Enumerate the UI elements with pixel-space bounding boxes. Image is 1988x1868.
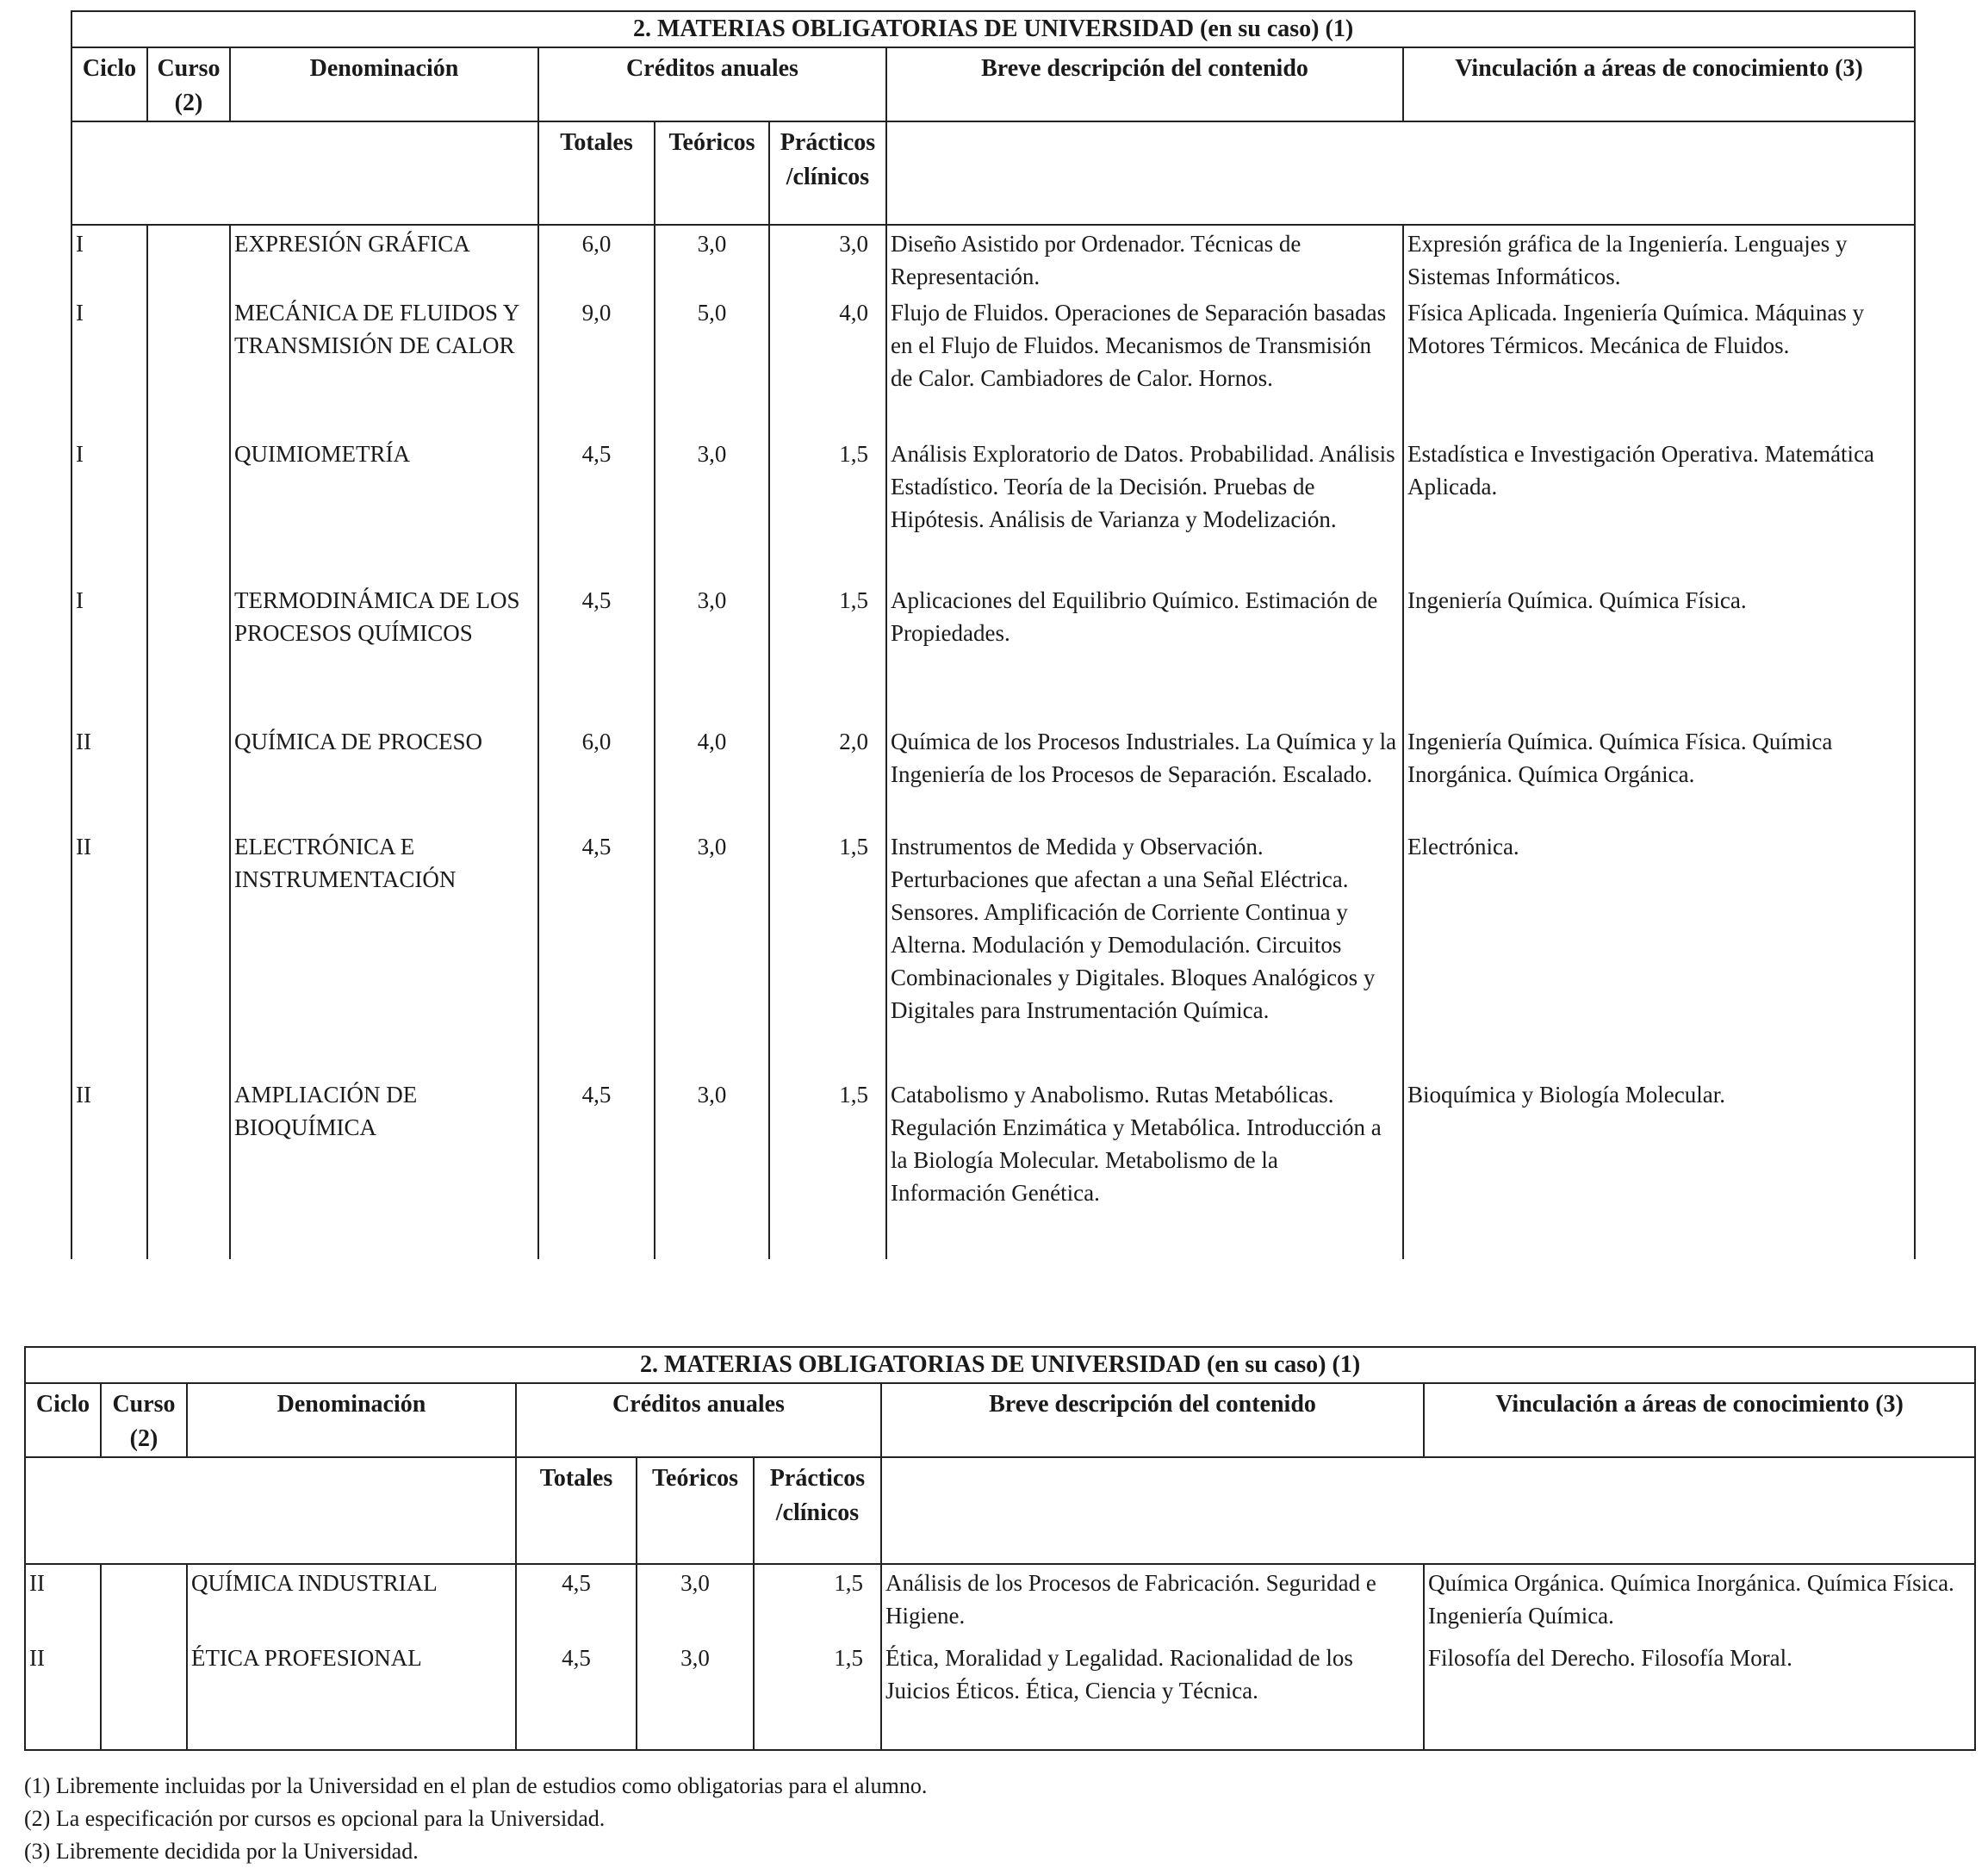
materias-table-2 bbox=[24, 1346, 1976, 1751]
cell-totales: 6,0 bbox=[538, 225, 655, 295]
table-row bbox=[71, 225, 1915, 295]
cell-descripcion: Ética, Moralidad y Legalidad. Racionalidad de los Juicios Éticos. Ética, Ciencia y Técnica. bbox=[881, 1640, 1424, 1750]
header-totales: Totales bbox=[538, 121, 655, 225]
table-row bbox=[71, 582, 1915, 723]
cell-vinculacion: Electrónica. bbox=[1403, 828, 1915, 1077]
header-descripcion: Breve descripción del contenido bbox=[881, 1383, 1424, 1457]
cell-practicos: 3,0 bbox=[769, 225, 886, 295]
header-creditos: Créditos anuales bbox=[538, 47, 886, 121]
header-blank bbox=[25, 1457, 516, 1564]
header-denominacion: Denominación bbox=[187, 1383, 516, 1457]
cell-totales: 4,5 bbox=[538, 582, 655, 723]
table-row bbox=[71, 828, 1915, 1077]
cell-ciclo: I bbox=[71, 225, 147, 295]
cell-practicos: 1,5 bbox=[769, 582, 886, 723]
cell-descripcion: Química de los Procesos Industriales. La Química y la Ingeniería de los Procesos de Separación. Escalado. bbox=[886, 723, 1403, 828]
cell-descripcion: Diseño Asistido por Ordenador. Técnicas de Representación. bbox=[886, 225, 1403, 295]
cell-denominacion: AMPLIACIÓN DE BIOQUÍMICA bbox=[230, 1077, 538, 1259]
header-curso: Curso (2) bbox=[101, 1383, 187, 1457]
cell-vinculacion: Ingeniería Química. Química Física. bbox=[1403, 582, 1915, 723]
footnote: (2) La especificación por cursos es opcional para la Universidad. bbox=[24, 1806, 606, 1831]
header-vinculacion: Vinculación a áreas de conocimiento (3) bbox=[1403, 47, 1915, 121]
header-creditos: Créditos anuales bbox=[516, 1383, 881, 1457]
cell-practicos: 1,5 bbox=[769, 436, 886, 582]
cell-descripcion: Análisis Exploratorio de Datos. Probabilidad. Análisis Estadístico. Teoría de la Decisión. Pruebas de Hipótesis. Análisis de Varianza y Modelización. bbox=[886, 436, 1403, 582]
table-row bbox=[71, 436, 1915, 582]
cell-totales: 9,0 bbox=[538, 295, 655, 436]
cell-curso bbox=[147, 295, 230, 436]
header-blank bbox=[71, 121, 538, 225]
cell-ciclo: II bbox=[71, 1077, 147, 1259]
cell-teoricos: 3,0 bbox=[637, 1640, 754, 1750]
table-row bbox=[71, 723, 1915, 828]
cell-ciclo: II bbox=[25, 1640, 101, 1750]
cell-teoricos: 4,0 bbox=[655, 723, 769, 828]
cell-ciclo: II bbox=[25, 1564, 101, 1640]
cell-totales: 4,5 bbox=[538, 1077, 655, 1259]
cell-curso bbox=[147, 1077, 230, 1259]
cell-descripcion: Análisis de los Procesos de Fabricación. Seguridad e Higiene. bbox=[881, 1564, 1424, 1640]
cell-descripcion: Aplicaciones del Equilibrio Químico. Estimación de Propiedades. bbox=[886, 582, 1403, 723]
cell-vinculacion: Bioquímica y Biología Molecular. bbox=[1403, 1077, 1915, 1259]
cell-descripcion: Flujo de Fluidos. Operaciones de Separación basadas en el Flujo de Fluidos. Mecanismos de Transmisión de Calor. Cambiadores de Calor. Hornos. bbox=[886, 295, 1403, 436]
table-row bbox=[25, 1564, 1975, 1640]
header-curso: Curso (2) bbox=[147, 47, 230, 121]
cell-curso bbox=[101, 1640, 187, 1750]
cell-curso bbox=[147, 828, 230, 1077]
table-row bbox=[71, 1077, 1915, 1259]
header-practicos: Prácticos /clínicos bbox=[754, 1457, 881, 1564]
cell-teoricos: 3,0 bbox=[655, 436, 769, 582]
header-practicos: Prácticos /clínicos bbox=[769, 121, 886, 225]
cell-practicos: 1,5 bbox=[754, 1640, 881, 1750]
cell-vinculacion: Filosofía del Derecho. Filosofía Moral. bbox=[1424, 1640, 1975, 1750]
cell-teoricos: 3,0 bbox=[655, 582, 769, 723]
header-blank-right bbox=[881, 1457, 1975, 1564]
cell-totales: 4,5 bbox=[538, 436, 655, 582]
cell-totales: 4,5 bbox=[516, 1640, 637, 1750]
header-vinculacion: Vinculación a áreas de conocimiento (3) bbox=[1424, 1383, 1975, 1457]
cell-vinculacion: Física Aplicada. Ingeniería Química. Máquinas y Motores Térmicos. Mecánica de Fluidos. bbox=[1403, 295, 1915, 436]
table-row bbox=[71, 295, 1915, 436]
cell-ciclo: II bbox=[71, 723, 147, 828]
table-title: 2. MATERIAS OBLIGATORIAS DE UNIVERSIDAD (en su caso) (1) bbox=[25, 1347, 1975, 1383]
header-totales: Totales bbox=[516, 1457, 637, 1564]
cell-totales: 4,5 bbox=[516, 1564, 637, 1640]
cell-teoricos: 3,0 bbox=[655, 225, 769, 295]
cell-totales: 6,0 bbox=[538, 723, 655, 828]
cell-teoricos: 3,0 bbox=[655, 828, 769, 1077]
cell-denominacion: QUIMIOMETRÍA bbox=[230, 436, 538, 582]
cell-ciclo: I bbox=[71, 582, 147, 723]
cell-practicos: 1,5 bbox=[769, 828, 886, 1077]
cell-vinculacion: Ingeniería Química. Química Física. Química Inorgánica. Química Orgánica. bbox=[1403, 723, 1915, 828]
cell-teoricos: 5,0 bbox=[655, 295, 769, 436]
cell-curso bbox=[147, 436, 230, 582]
cell-curso bbox=[147, 723, 230, 828]
cell-curso bbox=[147, 582, 230, 723]
cell-descripcion: Instrumentos de Medida y Observación. Perturbaciones que afectan a una Señal Eléctrica. Sensores. Amplificación de Corriente Continua y Alterna. Modulación y Demodulación. Circuitos Combinacionales y Digitales. Bloques Analógicos y Digitales para Instrumentación Química. bbox=[886, 828, 1403, 1077]
cell-denominacion: QUÍMICA DE PROCESO bbox=[230, 723, 538, 828]
footnotes bbox=[24, 1770, 927, 1868]
cell-vinculacion: Expresión gráfica de la Ingeniería. Lenguajes y Sistemas Informáticos. bbox=[1403, 225, 1915, 295]
table-row bbox=[25, 1640, 1975, 1750]
cell-ciclo: I bbox=[71, 436, 147, 582]
cell-descripcion: Catabolismo y Anabolismo. Rutas Metabólicas. Regulación Enzimática y Metabólica. Introducción a la Biología Molecular. Metabolismo de la Información Genética. bbox=[886, 1077, 1403, 1259]
cell-practicos: 2,0 bbox=[769, 723, 886, 828]
cell-curso bbox=[147, 225, 230, 295]
cell-practicos: 1,5 bbox=[769, 1077, 886, 1259]
cell-denominacion: ÉTICA PROFESIONAL bbox=[187, 1640, 516, 1750]
header-blank-right bbox=[886, 121, 1915, 225]
cell-ciclo: II bbox=[71, 828, 147, 1077]
header-ciclo: Ciclo bbox=[25, 1383, 101, 1457]
header-teoricos: Teóricos bbox=[655, 121, 769, 225]
cell-ciclo: I bbox=[71, 295, 147, 436]
cell-practicos: 1,5 bbox=[754, 1564, 881, 1640]
cell-denominacion: TERMODINÁMICA DE LOS PROCESOS QUÍMICOS bbox=[230, 582, 538, 723]
cell-practicos: 4,0 bbox=[769, 295, 886, 436]
footnote: (3) Libremente decidida por la Universidad. bbox=[24, 1839, 419, 1864]
cell-denominacion: MECÁNICA DE FLUIDOS Y TRANSMISIÓN DE CALOR bbox=[230, 295, 538, 436]
table-title: 2. MATERIAS OBLIGATORIAS DE UNIVERSIDAD (en su caso) (1) bbox=[71, 11, 1915, 47]
header-descripcion: Breve descripción del contenido bbox=[886, 47, 1403, 121]
cell-denominacion: QUÍMICA INDUSTRIAL bbox=[187, 1564, 516, 1640]
header-ciclo: Ciclo bbox=[71, 47, 147, 121]
cell-vinculacion: Química Orgánica. Química Inorgánica. Química Física. Ingeniería Química. bbox=[1424, 1564, 1975, 1640]
cell-denominacion: ELECTRÓNICA E INSTRUMENTACIÓN bbox=[230, 828, 538, 1077]
cell-totales: 4,5 bbox=[538, 828, 655, 1077]
cell-teoricos: 3,0 bbox=[637, 1564, 754, 1640]
header-denominacion: Denominación bbox=[230, 47, 538, 121]
cell-denominacion: EXPRESIÓN GRÁFICA bbox=[230, 225, 538, 295]
footnote: (1) Libremente incluidas por la Universidad en el plan de estudios como obligatorias para el alumno. bbox=[24, 1773, 928, 1798]
cell-curso bbox=[101, 1564, 187, 1640]
cell-vinculacion: Estadística e Investigación Operativa. Matemática Aplicada. bbox=[1403, 436, 1915, 582]
materias-table-1 bbox=[71, 10, 1916, 1259]
header-teoricos: Teóricos bbox=[637, 1457, 754, 1564]
cell-teoricos: 3,0 bbox=[655, 1077, 769, 1259]
